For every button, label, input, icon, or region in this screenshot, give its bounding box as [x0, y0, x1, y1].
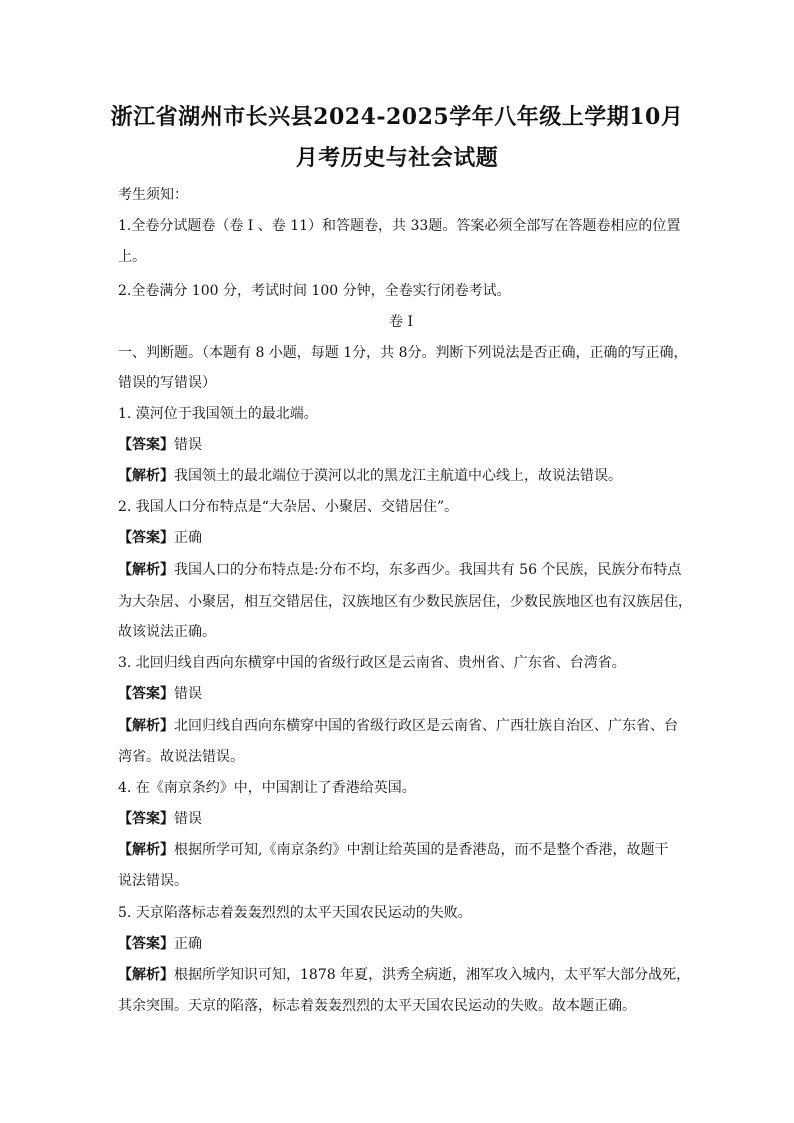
analysis-tag: 【解析】: [118, 967, 174, 983]
answer-value: 错误: [174, 686, 202, 702]
question-4-analysis: [118, 840, 684, 860]
question-5-answer: [118, 934, 684, 954]
question-4-answer: [118, 809, 684, 829]
notice-item-1: 1.全卷分试题卷（卷 I 、卷 11）和答题卷，共 33题。答案必须全部写在答题卷相应的位置: [118, 218, 681, 234]
answer-value: 错误: [174, 437, 202, 453]
question-1-answer: [118, 435, 684, 455]
answer-tag: 【答案】: [118, 686, 174, 702]
analysis-tag: 【解析】: [118, 562, 174, 578]
analysis-text: 北回归线自西向东横穿中国的省级行政区是云南省、广西壮族自治区、广东省、台: [174, 718, 678, 734]
analysis-tag: 【解析】: [118, 842, 174, 858]
answer-tag: 【答案】: [118, 437, 174, 453]
notice-heading: 考生须知：: [118, 187, 188, 203]
answer-tag: 【答案】: [118, 936, 174, 952]
question-5-analysis-cont: 其余突围。天京的陷落，标志着轰轰烈烈的太平天国农民运动的失败。故本题正确。: [118, 998, 636, 1014]
question-2-answer: [118, 528, 684, 548]
question-2-analysis: [118, 560, 684, 580]
question-3-stem: 3. 北回归线自西向东横穿中国的省级行政区是云南省、贵州省、广东省、台湾省。: [118, 655, 626, 671]
analysis-text: 我国领土的最北端位于漠河以北的黑龙江主航道中心线上，故说法错误。: [174, 468, 622, 484]
question-3-analysis-cont: 湾省。故说法错误。: [118, 749, 244, 765]
question-3-answer: [118, 684, 684, 704]
analysis-text: 我国人口的分布特点是:分布不均，东多西少。我国共有 56 个民族，民族分布特点: [174, 562, 682, 578]
answer-value: 正确: [174, 936, 202, 952]
analysis-tag: 【解析】: [118, 468, 174, 484]
question-5-analysis: [118, 965, 691, 985]
answer-value: 错误: [174, 811, 202, 827]
volume-label: 卷 I: [389, 314, 413, 330]
exam-title-line1: 浙江省湖州市长兴县2024-2025学年八年级上学期10月: [110, 104, 684, 130]
notice-item-2: 2.全卷满分 100 分，考试时间 100 分钟，全卷实行闭卷考试。: [118, 283, 511, 299]
answer-value: 正确: [174, 530, 202, 546]
analysis-text: 根据所学可知,《南京条约》中割让给英国的是香港岛，而不是整个香港，故题干: [174, 842, 669, 858]
section-heading: 一、判断题。（本题有 8 小题，每题 1分，共 8分。判断下列说法是否正确，正确的写正确，: [118, 345, 688, 361]
question-2-analysis-cont: 为大杂居、小聚居，相互交错居住，汉族地区有少数民族居住，少数民族地区也有汉族居住，: [118, 594, 692, 610]
answer-tag: 【答案】: [118, 530, 174, 546]
exam-title-line2: 月考历史与社会试题: [295, 145, 499, 171]
question-5-stem: 5. 天京陷落标志着轰轰烈烈的太平天国农民运动的失败。: [118, 905, 472, 921]
analysis-text: 根据所学知识可知，1878 年夏，洪秀全病逝，湘军攻入城内，太平军大部分战死，: [174, 967, 691, 983]
question-4-analysis-cont: 说法错误。: [118, 873, 188, 889]
question-1-analysis: [118, 466, 684, 486]
section-heading-cont: 错误的写错误）: [118, 375, 216, 391]
notice-item-1-cont: 上。: [118, 249, 146, 265]
answer-tag: 【答案】: [118, 811, 174, 827]
question-2-analysis-cont: 故该说法正确。: [118, 624, 216, 640]
question-3-analysis: [118, 716, 684, 736]
question-4-stem: 4. 在《南京条约》中，中国割让了香港给英国。: [118, 780, 416, 796]
question-1-stem: 1. 漠河位于我国领土的最北端。: [118, 406, 318, 422]
question-2-stem: 2. 我国人口分布特点是“大杂居、小聚居、交错居住”。: [118, 499, 459, 515]
analysis-tag: 【解析】: [118, 718, 174, 734]
